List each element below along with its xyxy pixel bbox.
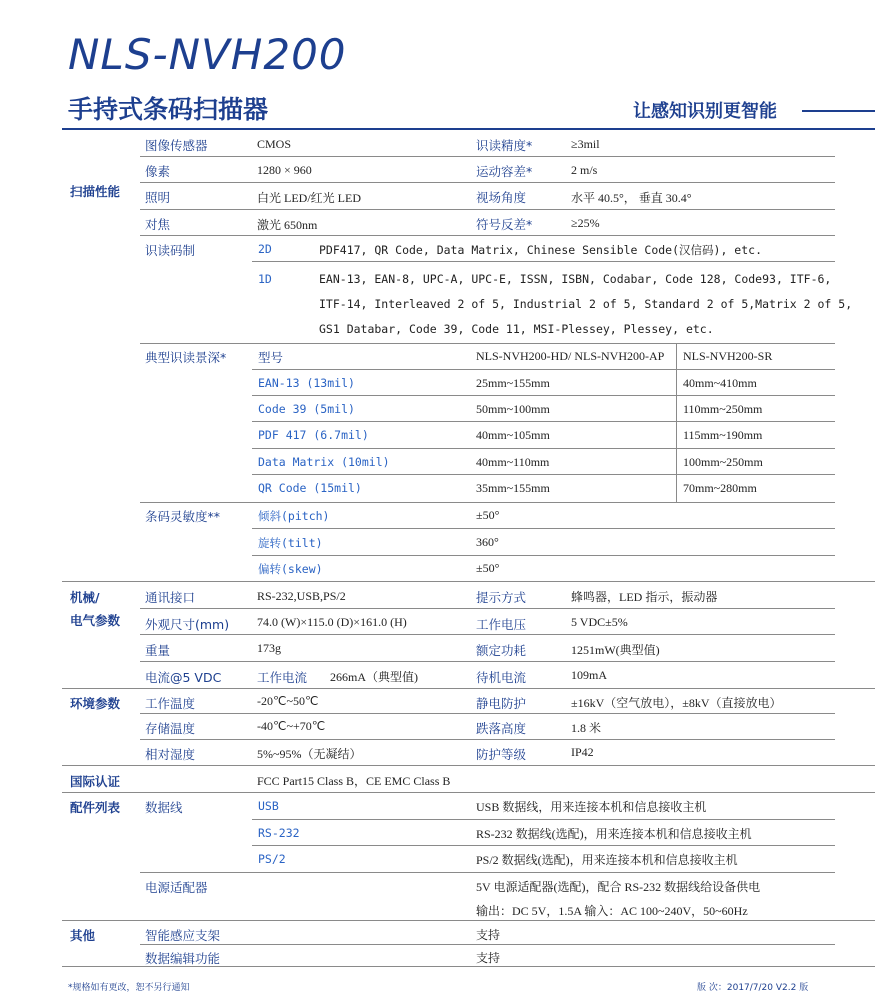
weight-value: 173g: [257, 641, 281, 655]
fov-label: 视场角度: [476, 190, 527, 205]
product-model: NLS-NVH200: [68, 30, 347, 79]
humidity-label: 相对湿度: [145, 747, 196, 762]
row-divider: [140, 661, 835, 662]
section-divider: [62, 792, 875, 793]
adapter-line: 输出：DC 5V，1.5A 输入：AC 100~240V，50~60Hz: [476, 904, 748, 918]
operating-current-value: 266mA（典型值): [330, 670, 418, 684]
operating-temp-value: -20℃~50℃: [257, 694, 319, 708]
pixels-value: 1280 × 960: [257, 163, 312, 177]
row-divider: [140, 739, 835, 740]
data-edit-label: 数据编辑功能: [145, 951, 221, 966]
row-divider: [140, 235, 835, 236]
usb-cable-label: USB: [258, 799, 279, 813]
row-divider: [252, 528, 835, 529]
storage-temp-value: -40℃~+70℃: [257, 719, 326, 733]
dof-row-hd-ap: 25mm~155mm: [476, 376, 550, 390]
dof-row-hd-ap: 40mm~105mm: [476, 428, 550, 442]
symbology-2d-label: 2D: [258, 242, 272, 256]
slogan-rule: [802, 110, 875, 112]
prompt-value: 蜂鸣器，LED 指示，振动器: [571, 590, 718, 604]
interface-label: 通讯接口: [145, 590, 196, 605]
footer-note: *规格如有更改，恕不另行通知: [68, 983, 190, 993]
dimensions-label: 外观尺寸(mm): [145, 617, 230, 632]
drop-value: 1.8 米: [571, 721, 602, 735]
dof-label: 典型识读景深*: [145, 350, 227, 365]
symbology-1d-line: GS1 Databar, Code 39, Code 11, MSI-Plessey, Plessey, etc.: [319, 322, 714, 336]
row-divider: [252, 819, 835, 820]
section-accessories: 配件列表: [70, 800, 121, 815]
certification-value: FCC Part15 Class B，CE EMC Class B: [257, 774, 451, 788]
row-divider: [140, 713, 835, 714]
sensitivity-label: 条码灵敏度**: [145, 509, 221, 524]
illumination-value: 白光 LED/红光 LED: [257, 191, 361, 205]
row-divider: [252, 369, 835, 370]
usb-cable-value: USB 数据线，用来连接本机和信息接收主机: [476, 800, 707, 814]
row-divider: [140, 343, 835, 344]
interface-value: RS-232,USB,PS/2: [257, 589, 346, 603]
dof-row-hd-ap: 40mm~110mm: [476, 455, 550, 469]
focus-value: 激光 650nm: [257, 218, 318, 232]
row-divider: [140, 182, 835, 183]
row-divider: [252, 421, 835, 422]
storage-temp-label: 存储温度: [145, 721, 196, 736]
standby-current-value: 109mA: [571, 668, 607, 682]
header-divider: [62, 128, 875, 130]
illumination-label: 照明: [145, 190, 171, 205]
row-divider: [252, 845, 835, 846]
dof-row-code: Code 39 (5mil): [258, 402, 355, 416]
dof-row-code: QR Code (15mil): [258, 481, 362, 495]
dof-column-divider: [676, 343, 677, 502]
row-divider: [252, 261, 835, 262]
row-divider: [252, 395, 835, 396]
power-value: 1251mW(典型值): [571, 643, 660, 657]
ps2-cable-label: PS/2: [258, 852, 286, 866]
row-divider: [140, 502, 835, 503]
symbology-2d-value: PDF417, QR Code, Data Matrix, Chinese Sensible Code(汉信码), etc.: [319, 243, 762, 257]
skew-label: 偏转(skew): [258, 562, 323, 576]
section-certification: 国际认证: [70, 774, 121, 789]
ps2-cable-value: PS/2 数据线(选配)，用来连接本机和信息接收主机: [476, 853, 738, 867]
row-divider: [140, 209, 835, 210]
dof-row-sr: 115mm~190mm: [683, 428, 763, 442]
section-mechanical: 机械/: [70, 590, 100, 605]
operating-current-label: 工作电流: [257, 670, 308, 685]
pixels-label: 像素: [145, 164, 171, 179]
tilt-label: 旋转(tilt): [258, 536, 323, 550]
prompt-label: 提示方式: [476, 590, 527, 605]
contrast-label: 符号反差*: [476, 217, 533, 232]
ip-rating-value: IP42: [571, 745, 594, 759]
voltage-value: 5 VDC±5%: [571, 615, 628, 629]
symbology-1d-line: EAN-13, EAN-8, UPC-A, UPC-E, ISSN, ISBN, Codabar, Code 128, Code93, ITF-6,: [319, 272, 832, 286]
dof-header-model: 型号: [258, 350, 284, 365]
symbologies-label: 识读码制: [145, 243, 196, 258]
skew-value: ±50°: [476, 561, 500, 575]
dof-row-code: PDF 417 (6.7mil): [258, 428, 369, 442]
fov-value: 水平 40.5°， 垂直 30.4°: [571, 191, 692, 205]
weight-label: 重量: [145, 643, 171, 658]
smart-stand-label: 智能感应支架: [145, 928, 221, 943]
sensor-value: CMOS: [257, 137, 292, 151]
current-label: 电流@5 VDC: [145, 670, 222, 685]
motion-label: 运动容差*: [476, 164, 533, 179]
row-divider: [140, 872, 835, 873]
smart-stand-value: 支持: [476, 928, 501, 942]
row-divider: [140, 156, 835, 157]
operating-temp-label: 工作温度: [145, 696, 196, 711]
sensor-label: 图像传感器: [145, 138, 208, 153]
dof-row-hd-ap: 50mm~100mm: [476, 402, 550, 416]
pitch-value: ±50°: [476, 508, 500, 522]
precision-value: ≥3mil: [571, 137, 600, 151]
dof-row-sr: 100mm~250mm: [683, 455, 763, 469]
section-environment: 环境参数: [70, 696, 121, 711]
product-subtitle: 手持式条码扫描器: [68, 95, 269, 124]
adapter-label: 电源适配器: [145, 880, 208, 895]
dof-header-hd-ap: NLS-NVH200-HD/ NLS-NVH200-AP: [476, 349, 665, 363]
dof-row-code: EAN-13 (13mil): [258, 376, 355, 390]
cable-label: 数据线: [145, 800, 183, 815]
row-divider: [140, 634, 835, 635]
dof-row-hd-ap: 35mm~155mm: [476, 481, 550, 495]
power-label: 额定功耗: [476, 643, 527, 658]
standby-current-label: 待机电流: [476, 670, 527, 685]
section-divider: [62, 765, 875, 766]
adapter-line: 5V 电源适配器(选配)，配合 RS-232 数据线给设备供电: [476, 880, 761, 894]
dof-row-sr: 110mm~250mm: [683, 402, 763, 416]
section-scan-performance: 扫描性能: [70, 184, 121, 199]
section-other: 其他: [70, 928, 96, 943]
focus-label: 对焦: [145, 217, 171, 232]
dof-row-code: Data Matrix (10mil): [258, 455, 390, 469]
dof-row-sr: 70mm~280mm: [683, 481, 757, 495]
row-divider: [140, 608, 835, 609]
dof-header-sr: NLS-NVH200-SR: [683, 349, 773, 363]
row-divider: [252, 448, 835, 449]
section-divider: [62, 688, 875, 689]
slogan: 让感知识别更智能: [633, 101, 777, 122]
humidity-value: 5%~95%（无凝结）: [257, 747, 362, 761]
footer-version: 版 次：2017/7/20 V2.2 版: [697, 983, 809, 993]
esd-label: 静电防护: [476, 696, 527, 711]
precision-label: 识读精度*: [476, 138, 533, 153]
dof-row-sr: 40mm~410mm: [683, 376, 757, 390]
row-divider: [252, 555, 835, 556]
row-divider: [252, 474, 835, 475]
voltage-label: 工作电压: [476, 617, 527, 632]
esd-value: ±16kV（空气放电），±8kV（直接放电）: [571, 696, 782, 710]
section-divider: [62, 581, 875, 582]
row-divider: [140, 944, 835, 945]
ip-rating-label: 防护等级: [476, 747, 527, 762]
symbology-1d-line: ITF-14, Interleaved 2 of 5, Industrial 2 of 5, Standard 2 of 5,Matrix 2 of 5,: [319, 297, 853, 311]
rs232-cable-value: RS-232 数据线(选配)，用来连接本机和信息接收主机: [476, 827, 752, 841]
section-electrical: 电气参数: [70, 613, 121, 628]
tilt-value: 360°: [476, 535, 499, 549]
contrast-value: ≥25%: [571, 216, 600, 230]
rs232-cable-label: RS-232: [258, 826, 300, 840]
symbology-1d-label: 1D: [258, 272, 272, 286]
drop-label: 跌落高度: [476, 721, 527, 736]
dimensions-value: 74.0 (W)×115.0 (D)×161.0 (H): [257, 615, 407, 629]
section-divider: [62, 920, 875, 921]
pitch-label: 倾斜(pitch): [258, 509, 330, 523]
motion-value: 2 m/s: [571, 163, 598, 177]
data-edit-value: 支持: [476, 951, 501, 965]
